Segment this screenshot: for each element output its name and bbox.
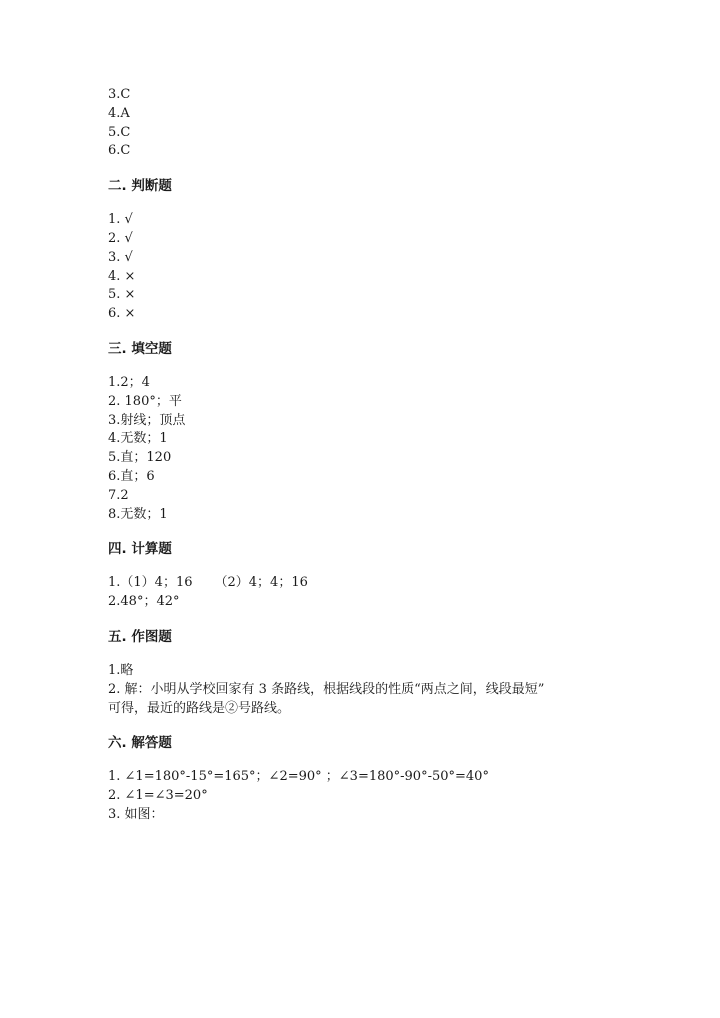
section-heading: 二. 判断题 — [108, 178, 172, 195]
answer-line: 6.C — [108, 143, 131, 159]
answer-line: 4.无数；1 — [108, 431, 168, 447]
section-choice-answers — [108, 86, 608, 161]
answer-line: 4. × — [108, 268, 136, 284]
section-heading: 五. 作图题 — [108, 628, 172, 645]
answer-line: 4.A — [108, 105, 130, 121]
answer-line: 3.C — [108, 87, 131, 102]
section-solutions — [108, 733, 608, 824]
answer-line: 2. 180°；平 — [108, 393, 182, 409]
section-heading: 四. 计算题 — [108, 541, 172, 558]
answer-line: 5.直；120 — [108, 450, 172, 466]
answer-line: 1. ∠1=180°-15°=165°；∠2=90° ；∠3=180°-90°-50°=40° — [108, 769, 489, 785]
answer-line: 7.2 — [108, 487, 129, 503]
section-calculation — [108, 539, 608, 612]
answer-line: 6.直；6 — [108, 468, 155, 484]
answer-line: 2.48°；42° — [108, 594, 180, 610]
answer-line: 5. × — [108, 287, 136, 303]
answer-sheet — [108, 86, 608, 825]
answer-line: 2. ∠1=∠3=20° — [108, 788, 208, 804]
answer-line: 1.略 — [108, 662, 134, 678]
section-judgement — [108, 176, 608, 324]
answer-part: 1.（1）4；16 — [108, 575, 193, 591]
answer-line: 1.2；4 — [108, 374, 150, 390]
section-fill-blank — [108, 339, 608, 524]
section-heading: 六. 解答题 — [108, 735, 172, 752]
answer-line: 3. √ — [108, 249, 133, 265]
answer-line: 3.射线；顶点 — [108, 412, 186, 428]
answer-line: 1. √ — [108, 212, 133, 228]
answer-line: 5.C — [108, 124, 131, 140]
section-drawing — [108, 627, 608, 718]
answer-line — [108, 574, 608, 593]
answer-line: 6. × — [108, 306, 136, 322]
answer-line: 8.无数；1 — [108, 506, 168, 522]
answer-line: 3. 如图： — [108, 806, 164, 822]
section-heading: 三. 填空题 — [108, 340, 172, 357]
answer-part: （2）4；4；16 — [214, 575, 308, 591]
answer-line: 2. 解：小明从学校回家有 3 条路线，根据线段的性质“两点之间，线段最短” — [108, 681, 545, 697]
answer-line: 可得，最近的路线是②号路线。 — [108, 700, 291, 716]
answer-line: 2. √ — [108, 230, 133, 246]
